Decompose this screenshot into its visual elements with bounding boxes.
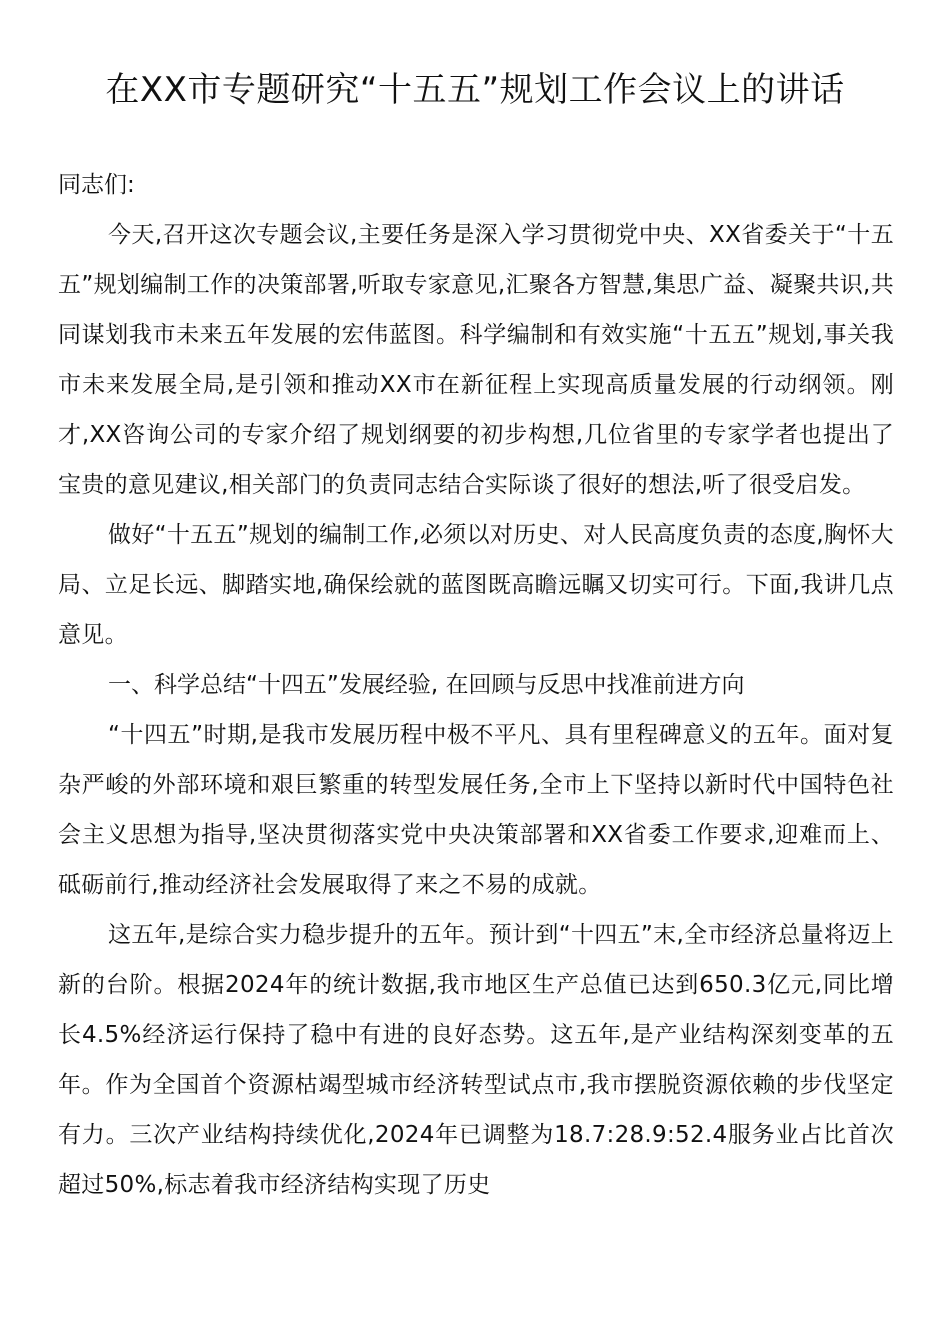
salutation: 同志们: — [58, 172, 135, 198]
document-title: 在XX市专题研究“十五五”规划工作会议上的讲话 — [105, 70, 845, 110]
paragraph-review: “十四五”时期,是我市发展历程中极不平凡、具有里程碑意义的五年。面对复杂严峻的外部环境和艰巨繁重的转型发展任务,全市上下坚持以新时代中国特色社会主义思想为指导,坚决贯彻落实党中央决策部署和XX省委工作要求,迎难而上、砥砺前行,推动经济社会发展取得了来之不易的成就。 — [58, 722, 894, 898]
section-heading-1: 一、科学总结“十四五”发展经验, 在回顾与反思中找准前进方向 — [108, 672, 745, 698]
paragraph-achievements: 这五年,是综合实力稳步提升的五年。预计到“十四五”末,全市经济总量将迈上新的台阶。根据2024年的统计数据,我市地区生产总值已达到650.3亿元,同比增长4.5%经济运行保持了稳中有进的良好态势。这五年,是产业结构深刻变革的五年。作为全国首个资源枯竭型城市经济转型试点市,我市摆脱资源依赖的步伐坚定有力。三次产业结构持续优化,2024年已调整为18.7:28.9:52.4服务业占比首次超过50%,标志着我市经济结构实现了历史 — [58, 922, 894, 1198]
paragraph-principles: 做好“十五五”规划的编制工作,必须以对历史、对人民高度负责的态度,胸怀大局、立足长远、脚踏实地,确保绘就的蓝图既高瞻远瞩又切实可行。下面,我讲几点意见。 — [58, 522, 894, 648]
document-body — [58, 160, 894, 1210]
paragraph-opening: 今天,召开这次专题会议,主要任务是深入学习贯彻党中央、XX省委关于“十五五”规划编制工作的决策部署,听取专家意见,汇聚各方智慧,集思广益、凝聚共识,共同谋划我市未来五年发展的宏伟蓝图。科学编制和有效实施“十五五”规划,事关我市未来发展全局,是引领和推动XX市在新征程上实现高质量发展的行动纲领。刚才,XX咨询公司的专家介绍了规划纲要的初步构想,几位省里的专家学者也提出了宝贵的意见建议,相关部门的负责同志结合实际谈了很好的想法,听了很受启发。 — [58, 222, 894, 498]
